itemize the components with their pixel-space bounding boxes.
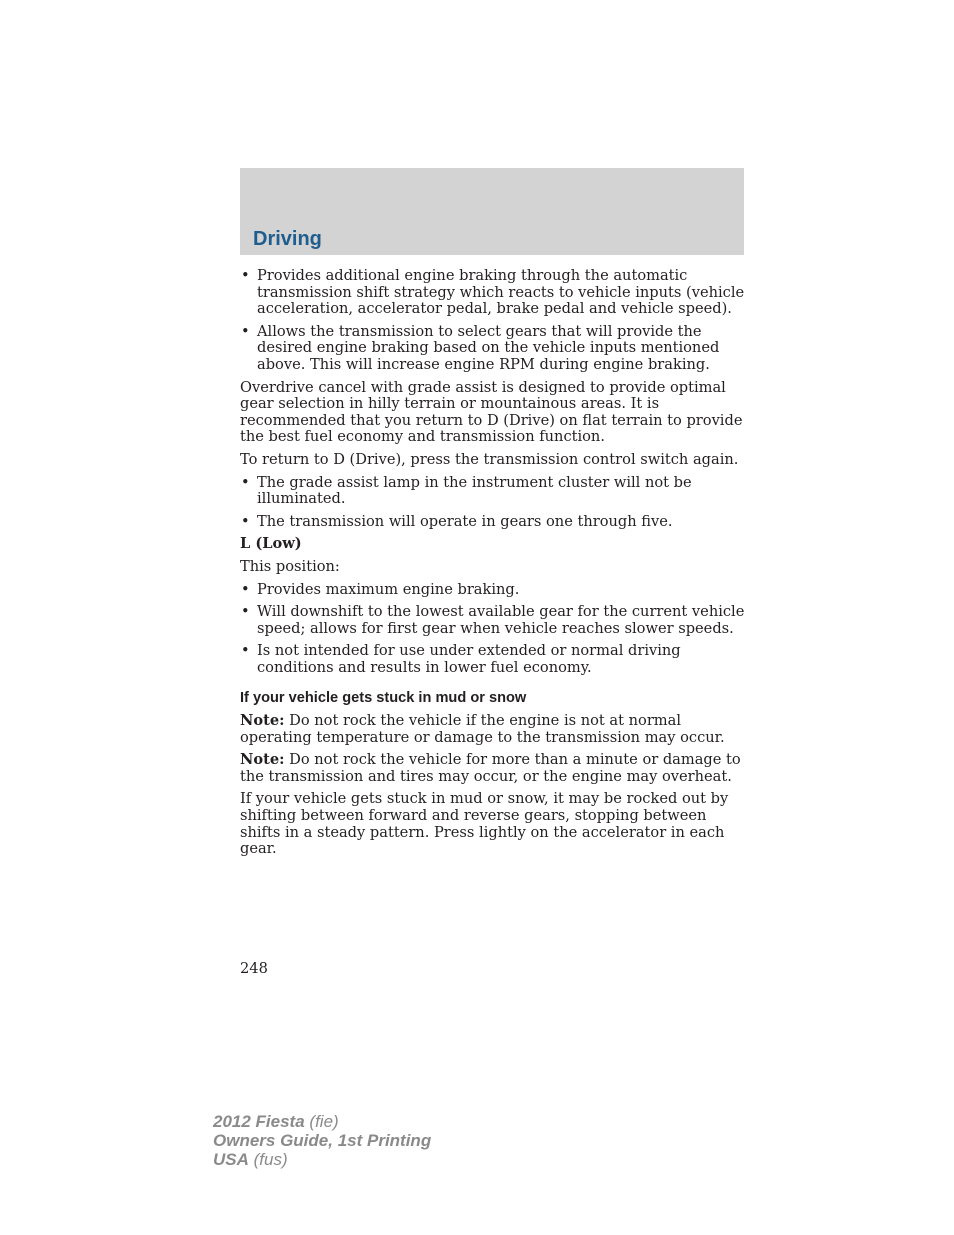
list-item: • Allows the transmission to select gears that will provide the desired engine braking based on the vehicle inputs mentioned above. This will increase engine RPM during engine braking. xyxy=(240,324,746,374)
overdrive-paragraph: Overdrive cancel with grade assist is designed to provide optimal gear selection in hilly terrain or mountainous areas. It is recommended that you return to D (Drive) on flat terrain to provide the best fuel economy and transmission function. xyxy=(240,378,743,446)
return-drive-paragraph: To return to D (Drive), press the transmission control switch again. xyxy=(240,450,739,468)
footer-line-guide: Owners Guide, 1st Printing xyxy=(213,1131,432,1150)
note-paragraph xyxy=(240,713,746,746)
note-text: Do not rock the vehicle if the engine is not at normal operating temperature or damage to the transmission may occur. xyxy=(240,712,725,746)
footer-line-model: 2012 Fiesta (fie) xyxy=(213,1112,339,1131)
list-item: • Provides maximum engine braking. xyxy=(240,582,746,599)
engine-braking-list xyxy=(240,268,746,374)
return-drive-list xyxy=(240,475,746,531)
page-number: 248 xyxy=(240,960,268,977)
note-paragraph xyxy=(240,752,746,785)
low-position-list xyxy=(240,582,746,677)
footer-line-region: USA (fus) xyxy=(213,1150,288,1169)
note-text: Do not rock the vehicle for more than a minute or damage to the transmission and tires may occur, or the engine may overheat. xyxy=(240,751,741,785)
low-heading: L (Low) xyxy=(240,535,302,553)
footer xyxy=(213,1112,431,1169)
low-intro: This position: xyxy=(240,557,340,575)
list-item: • Will downshift to the lowest available gear for the current vehicle speed; allows for first gear when vehicle reaches slower speeds. xyxy=(240,604,746,637)
section-header-band xyxy=(240,168,744,255)
list-item: • The transmission will operate in gears one through five. xyxy=(240,514,746,531)
note-label: Note: xyxy=(240,712,285,730)
page-content xyxy=(240,268,746,864)
list-item: • Is not intended for use under extended or normal driving conditions and results in lower fuel economy. xyxy=(240,643,746,676)
stuck-paragraph: If your vehicle gets stuck in mud or snow, it may be rocked out by shifting between forward and reverse gears, stopping between shifts in a steady pattern. Press lightly on the accelerator in each gear. xyxy=(240,790,729,858)
list-item: • Provides additional engine braking through the automatic transmission shift strategy which reacts to vehicle inputs (vehicle acceleration, accelerator pedal, brake pedal and vehicle speed). xyxy=(240,268,746,318)
note-label: Note: xyxy=(240,751,285,769)
section-title: Driving xyxy=(253,228,322,250)
stuck-heading: If your vehicle gets stuck in mud or snow xyxy=(240,690,527,707)
list-item: • The grade assist lamp in the instrument cluster will not be illuminated. xyxy=(240,475,746,508)
